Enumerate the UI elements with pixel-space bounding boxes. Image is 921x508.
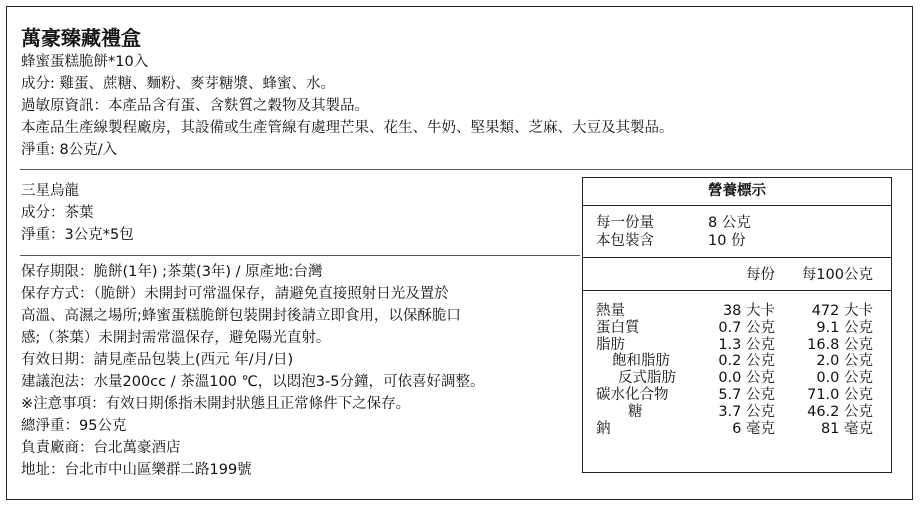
manufacturer: 負責廠商：台北萬豪酒店 [21,440,181,456]
expiry-date: 有效日期：請見產品包裝上(西元 年/月/日) [21,352,294,368]
nutrition-title: 營養標示 [583,178,891,206]
total-net-weight: 總淨重：95公克 [21,418,127,434]
item-name-biscuit: 蜂蜜蛋糕脆餅*10入 [21,54,149,70]
tea-ingredients: 成分：茶葉 [21,205,94,221]
nutrient-name: 糖 [628,403,643,420]
nutrient-name: 反式脂肪 [618,370,676,387]
nutrient-per-100g: 2.0 公克 [816,353,873,370]
nutrient-per-serving: 0.7 公克 [718,319,775,336]
address: 地址：台北市中山區樂群二路199號 [21,462,252,478]
brewing-method: 建議泡法：水量200cc / 茶溫100 ℃，以悶泡3-5分鐘，可依喜好調整。 [21,374,485,390]
column-header-per-serving: 每份 [746,267,775,283]
nutrient-per-100g: 46.2 公克 [807,403,873,420]
item-name-tea: 三星烏龍 [21,183,79,199]
nutrition-divider-2 [583,290,891,291]
servings-per-package-label: 本包裝含 [596,233,654,249]
storage-line-3: 感;（茶葉）未開封需常溫保存，避免陽光直射。 [21,330,331,346]
nutrient-per-100g: 472 大卡 [811,303,873,319]
nutrient-per-serving: 0.0 公克 [718,370,775,387]
shelf-life: 保存期限：脆餅(1年) ;茶葉(3年) / 原產地:台灣 [21,264,323,280]
product-title: 萬豪臻藏禮盒 [21,26,141,50]
nutrient-per-serving: 0.2 公克 [718,353,775,370]
nutrient-name: 脂肪 [596,336,625,353]
nutrient-per-100g: 0.0 公克 [816,370,873,387]
nutrient-per-serving: 38 大卡 [722,303,775,319]
facility-notice: 本產品生產線製程廠房，其設備或生產管線有處理芒果、花生、牛奶、堅果類、芝麻、大豆及其製品。 [21,120,674,136]
divider-top [20,169,912,170]
nutrient-per-100g: 71.0 公克 [807,387,873,403]
tea-net-weight: 淨重：3公克*5包 [21,227,134,243]
serving-size-label: 每一份量 [596,215,654,231]
allergen-info: 過敏原資訊：本產品含有蛋、含麩質之穀物及其製品。 [21,98,369,114]
biscuit-ingredients: 成分: 雞蛋、蔗糖、麵粉、麥芽糖漿、蜂蜜、水。 [21,76,335,92]
nutrient-name: 飽和脂肪 [612,353,670,370]
nutrient-name: 蛋白質 [596,319,640,336]
nutrient-per-serving: 5.7 公克 [718,387,775,403]
nutrition-divider-1 [583,257,891,258]
nutrient-per-serving: 6 毫克 [732,420,775,437]
divider-middle [20,255,580,256]
notice: ※注意事項：有效日期係指未開封狀態且正常條件下之保存。 [21,396,411,412]
nutrient-name: 鈉 [596,420,611,437]
storage-line-2: 高溫、高濕之場所;蜂蜜蛋糕脆餅包裝開封後請立即食用，以保酥脆口 [21,308,461,324]
nutrient-name: 熱量 [596,303,625,319]
nutrient-per-serving: 3.7 公克 [718,403,775,420]
servings-per-package-value: 10 份 [708,233,746,249]
column-header-per-100g: 每100公克 [801,267,873,283]
nutrient-per-serving: 1.3 公克 [718,336,775,353]
nutrient-name: 碳水化合物 [596,387,669,403]
storage-line-1: 保存方式：（脆餅）未開封可常溫保存，請避免直接照射日光及置於 [21,286,449,302]
nutrient-per-100g: 81 毫克 [820,420,873,437]
biscuit-net-weight: 淨重: 8公克/入 [21,142,118,158]
nutrient-per-100g: 9.1 公克 [816,319,873,336]
nutrition-table [582,177,892,473]
serving-size-value: 8 公克 [708,215,751,231]
nutrient-per-100g: 16.8 公克 [807,336,873,353]
